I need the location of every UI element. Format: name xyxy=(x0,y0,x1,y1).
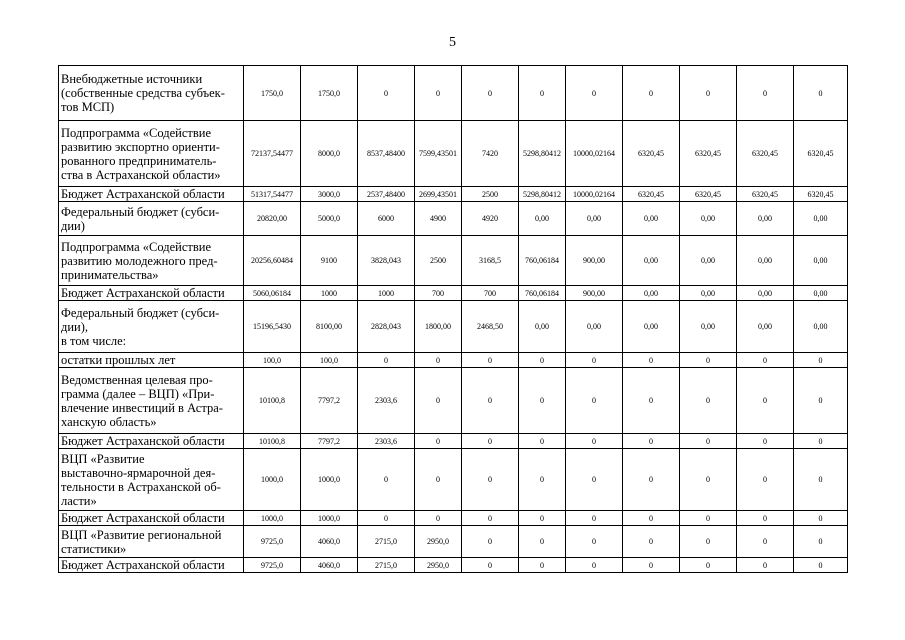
value-cell: 4920 xyxy=(462,202,519,236)
value-cell: 8100,00 xyxy=(301,301,358,353)
value-cell: 0 xyxy=(462,368,519,434)
value-cell: 0 xyxy=(415,511,462,526)
value-cell: 100,0 xyxy=(301,353,358,368)
value-cell: 5000,0 xyxy=(301,202,358,236)
value-cell: 760,06184 xyxy=(519,236,566,286)
row-label: ВЦП «Развитие региональной статистики» xyxy=(59,526,244,558)
value-cell: 0,00 xyxy=(623,286,680,301)
value-cell: 7797,2 xyxy=(301,434,358,449)
value-cell: 0 xyxy=(680,526,737,558)
value-cell: 0,00 xyxy=(794,286,848,301)
table-row xyxy=(59,301,848,353)
value-cell: 0 xyxy=(794,449,848,511)
value-cell: 4060,0 xyxy=(301,558,358,573)
value-cell: 0 xyxy=(623,434,680,449)
value-cell: 0 xyxy=(566,434,623,449)
value-cell: 2303,6 xyxy=(358,434,415,449)
value-cell: 0,00 xyxy=(566,301,623,353)
value-cell: 0 xyxy=(623,449,680,511)
value-cell: 0,00 xyxy=(737,301,794,353)
value-cell: 1000,0 xyxy=(244,511,301,526)
value-cell: 0 xyxy=(680,511,737,526)
value-cell: 0,00 xyxy=(794,202,848,236)
value-cell: 0 xyxy=(415,66,462,121)
table-row xyxy=(59,286,848,301)
value-cell: 0,00 xyxy=(519,301,566,353)
row-label: Бюджет Астраханской области xyxy=(59,286,244,301)
value-cell: 4900 xyxy=(415,202,462,236)
value-cell: 0 xyxy=(566,353,623,368)
value-cell: 0 xyxy=(566,558,623,573)
value-cell: 0 xyxy=(566,66,623,121)
value-cell: 0 xyxy=(462,526,519,558)
value-cell: 2303,6 xyxy=(358,368,415,434)
value-cell: 0 xyxy=(415,434,462,449)
value-cell: 0 xyxy=(415,353,462,368)
value-cell: 0 xyxy=(519,66,566,121)
value-cell: 0 xyxy=(519,368,566,434)
value-cell: 1000,0 xyxy=(244,449,301,511)
row-label: Внебюджетные источники (собственные средства субъек- тов МСП) xyxy=(59,66,244,121)
value-cell: 1000 xyxy=(358,286,415,301)
value-cell: 2500 xyxy=(415,236,462,286)
value-cell: 0 xyxy=(623,368,680,434)
value-cell: 0 xyxy=(519,449,566,511)
value-cell: 2500 xyxy=(462,187,519,202)
row-label: Ведомственная целевая про- грамма (далее – ВЦП) «При- влечение инвестиций в Астра- ханскую область» xyxy=(59,368,244,434)
value-cell: 2828,043 xyxy=(358,301,415,353)
value-cell: 0 xyxy=(737,353,794,368)
value-cell: 0 xyxy=(680,434,737,449)
table-row xyxy=(59,434,848,449)
value-cell: 6320,45 xyxy=(737,187,794,202)
value-cell: 2537,48400 xyxy=(358,187,415,202)
value-cell: 6000 xyxy=(358,202,415,236)
value-cell: 0 xyxy=(415,449,462,511)
value-cell: 1000,0 xyxy=(301,511,358,526)
value-cell: 0 xyxy=(623,66,680,121)
row-label: Федеральный бюджет (субси- дии) xyxy=(59,202,244,236)
value-cell: 0 xyxy=(737,558,794,573)
value-cell: 6320,45 xyxy=(737,121,794,187)
value-cell: 0 xyxy=(415,368,462,434)
table-row xyxy=(59,368,848,434)
table-row xyxy=(59,353,848,368)
value-cell: 10100,8 xyxy=(244,368,301,434)
table-row xyxy=(59,526,848,558)
table-row xyxy=(59,202,848,236)
value-cell: 0 xyxy=(680,558,737,573)
value-cell: 6320,45 xyxy=(794,121,848,187)
value-cell: 0 xyxy=(794,353,848,368)
value-cell: 0,00 xyxy=(737,286,794,301)
value-cell: 8000,0 xyxy=(301,121,358,187)
value-cell: 900,00 xyxy=(566,286,623,301)
value-cell: 6320,45 xyxy=(623,121,680,187)
value-cell: 7797,2 xyxy=(301,368,358,434)
value-cell: 5298,80412 xyxy=(519,187,566,202)
row-label: ВЦП «Развитие выставочно-ярмарочной дея- тельности в Астраханской об- ласти» xyxy=(59,449,244,511)
budget-table xyxy=(58,65,848,573)
value-cell: 100,0 xyxy=(244,353,301,368)
value-cell: 0 xyxy=(462,449,519,511)
value-cell: 0 xyxy=(358,353,415,368)
value-cell: 6320,45 xyxy=(680,187,737,202)
value-cell: 0 xyxy=(519,434,566,449)
table-row xyxy=(59,449,848,511)
table-row xyxy=(59,66,848,121)
value-cell: 10000,02164 xyxy=(566,121,623,187)
value-cell: 0,00 xyxy=(623,236,680,286)
value-cell: 0 xyxy=(737,66,794,121)
value-cell: 3168,5 xyxy=(462,236,519,286)
value-cell: 9725,0 xyxy=(244,558,301,573)
value-cell: 0 xyxy=(462,66,519,121)
value-cell: 8537,48400 xyxy=(358,121,415,187)
value-cell: 7420 xyxy=(462,121,519,187)
value-cell: 10000,02164 xyxy=(566,187,623,202)
value-cell: 1800,00 xyxy=(415,301,462,353)
value-cell: 2950,0 xyxy=(415,558,462,573)
value-cell: 6320,45 xyxy=(794,187,848,202)
value-cell: 20820,00 xyxy=(244,202,301,236)
table-row xyxy=(59,187,848,202)
value-cell: 4060,0 xyxy=(301,526,358,558)
value-cell: 0 xyxy=(623,558,680,573)
value-cell: 0 xyxy=(794,368,848,434)
value-cell: 0 xyxy=(358,66,415,121)
row-label: Подпрограмма «Содействие развитию экспортно ориенти- рованного предприниматель- ства в Астраханской области» xyxy=(59,121,244,187)
value-cell: 0 xyxy=(623,511,680,526)
value-cell: 0 xyxy=(737,434,794,449)
value-cell: 0 xyxy=(737,526,794,558)
value-cell: 2715,0 xyxy=(358,558,415,573)
value-cell: 3000,0 xyxy=(301,187,358,202)
value-cell: 51317,54477 xyxy=(244,187,301,202)
table-row xyxy=(59,236,848,286)
row-label: Бюджет Астраханской области xyxy=(59,511,244,526)
value-cell: 15196,5430 xyxy=(244,301,301,353)
value-cell: 0 xyxy=(794,526,848,558)
value-cell: 0 xyxy=(566,368,623,434)
value-cell: 20256,60484 xyxy=(244,236,301,286)
row-label: Бюджет Астраханской области xyxy=(59,558,244,573)
value-cell: 0 xyxy=(680,353,737,368)
value-cell: 6320,45 xyxy=(680,121,737,187)
value-cell: 0 xyxy=(680,66,737,121)
value-cell: 700 xyxy=(415,286,462,301)
value-cell: 0,00 xyxy=(566,202,623,236)
value-cell: 9100 xyxy=(301,236,358,286)
value-cell: 0,00 xyxy=(680,236,737,286)
value-cell: 0 xyxy=(794,511,848,526)
table-row xyxy=(59,511,848,526)
value-cell: 0 xyxy=(566,526,623,558)
value-cell: 6320,45 xyxy=(623,187,680,202)
value-cell: 0 xyxy=(794,434,848,449)
table-body xyxy=(59,66,848,573)
value-cell: 700 xyxy=(462,286,519,301)
value-cell: 0,00 xyxy=(794,236,848,286)
value-cell: 7599,43501 xyxy=(415,121,462,187)
value-cell: 1750,0 xyxy=(244,66,301,121)
value-cell: 0 xyxy=(794,66,848,121)
value-cell: 2699,43501 xyxy=(415,187,462,202)
row-label: Бюджет Астраханской области xyxy=(59,187,244,202)
value-cell: 0,00 xyxy=(623,301,680,353)
value-cell: 1750,0 xyxy=(301,66,358,121)
value-cell: 0 xyxy=(358,449,415,511)
value-cell: 5060,06184 xyxy=(244,286,301,301)
value-cell: 0 xyxy=(462,511,519,526)
value-cell: 0 xyxy=(737,511,794,526)
value-cell: 0 xyxy=(737,449,794,511)
value-cell: 1000,0 xyxy=(301,449,358,511)
value-cell: 0,00 xyxy=(737,202,794,236)
value-cell: 9725,0 xyxy=(244,526,301,558)
value-cell: 0 xyxy=(623,526,680,558)
table-row xyxy=(59,121,848,187)
row-label: Подпрограмма «Содействие развитию молодежного пред- принимательства» xyxy=(59,236,244,286)
value-cell: 0 xyxy=(680,449,737,511)
value-cell: 760,06184 xyxy=(519,286,566,301)
value-cell: 0,00 xyxy=(794,301,848,353)
value-cell: 0 xyxy=(358,511,415,526)
value-cell: 0 xyxy=(462,558,519,573)
value-cell: 3828,043 xyxy=(358,236,415,286)
value-cell: 0 xyxy=(462,353,519,368)
value-cell: 1000 xyxy=(301,286,358,301)
value-cell: 0 xyxy=(519,511,566,526)
row-label: остатки прошлых лет xyxy=(59,353,244,368)
value-cell: 0 xyxy=(794,558,848,573)
value-cell: 0,00 xyxy=(519,202,566,236)
value-cell: 0,00 xyxy=(680,301,737,353)
value-cell: 10100,8 xyxy=(244,434,301,449)
value-cell: 0,00 xyxy=(737,236,794,286)
value-cell: 2468,50 xyxy=(462,301,519,353)
value-cell: 0 xyxy=(623,353,680,368)
value-cell: 0 xyxy=(519,526,566,558)
value-cell: 0 xyxy=(680,368,737,434)
table-row xyxy=(59,558,848,573)
value-cell: 0,00 xyxy=(680,286,737,301)
page-number: 5 xyxy=(449,35,456,50)
value-cell: 0 xyxy=(566,511,623,526)
value-cell: 5298,80412 xyxy=(519,121,566,187)
value-cell: 72137,54477 xyxy=(244,121,301,187)
value-cell: 900,00 xyxy=(566,236,623,286)
value-cell: 0 xyxy=(519,353,566,368)
value-cell: 0 xyxy=(566,449,623,511)
row-label: Федеральный бюджет (субси- дии), в том числе: xyxy=(59,301,244,353)
value-cell: 2950,0 xyxy=(415,526,462,558)
value-cell: 0 xyxy=(737,368,794,434)
value-cell: 2715,0 xyxy=(358,526,415,558)
value-cell: 0 xyxy=(462,434,519,449)
value-cell: 0 xyxy=(519,558,566,573)
row-label: Бюджет Астраханской области xyxy=(59,434,244,449)
value-cell: 0,00 xyxy=(623,202,680,236)
value-cell: 0,00 xyxy=(680,202,737,236)
